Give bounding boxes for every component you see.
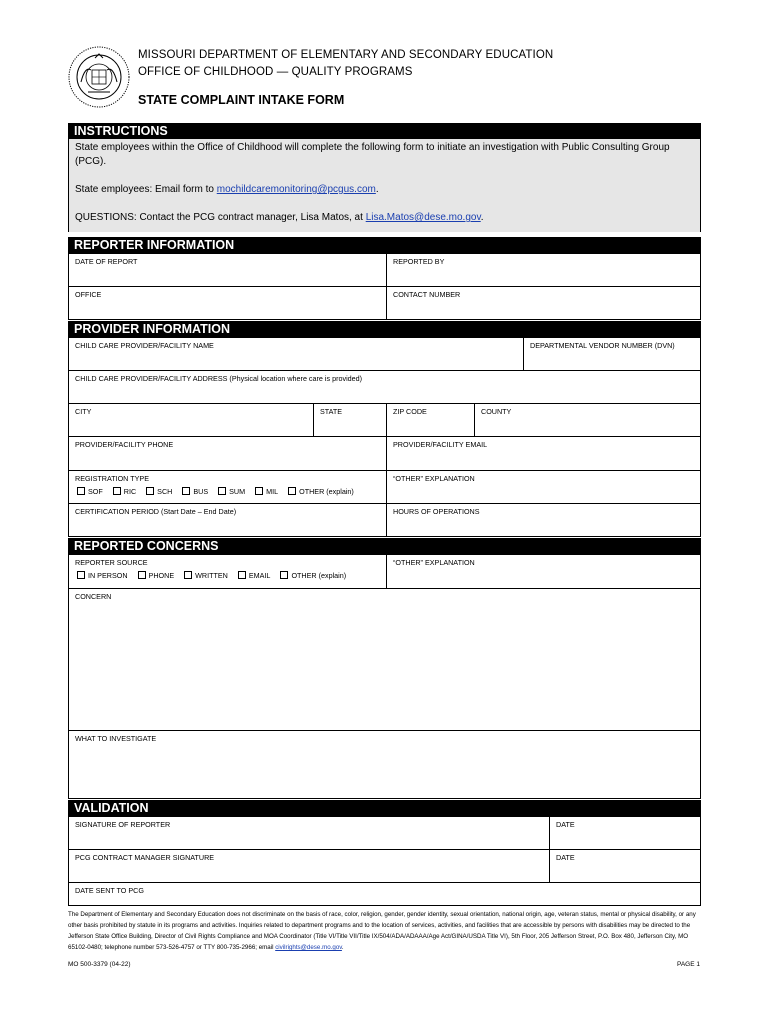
option-sof-label: SOF xyxy=(88,487,103,496)
option-phone-label: PHONE xyxy=(148,571,175,580)
state-field[interactable] xyxy=(314,404,387,437)
checkbox-email[interactable] xyxy=(238,571,246,579)
nondiscrimination-notice xyxy=(68,909,701,953)
provider-phone-label: PROVIDER/FACILITY PHONE xyxy=(75,440,174,449)
reporter-source-label: REPORTER SOURCE xyxy=(75,558,148,567)
option-sch-label: SCH xyxy=(157,487,173,496)
contact-number-label: CONTACT NUMBER xyxy=(393,290,461,299)
reporter-signature-label: SIGNATURE OF REPORTER xyxy=(75,820,171,829)
registration-type-field xyxy=(69,471,387,504)
source-other-explanation-field[interactable] xyxy=(387,555,700,589)
checkbox-sch[interactable] xyxy=(146,487,154,495)
reporter-signature-date-field[interactable] xyxy=(550,817,700,850)
nondiscrimination-suffix: . xyxy=(341,944,344,951)
pcg-signature-field[interactable] xyxy=(69,850,550,883)
city-label: CITY xyxy=(75,407,92,416)
registration-other-explanation-field[interactable] xyxy=(387,471,700,504)
form-title: STATE COMPLAINT INTAKE FORM xyxy=(138,93,345,107)
civil-rights-email-link[interactable]: civilrights@dese.mo.gov xyxy=(275,944,342,951)
reporter-information-grid xyxy=(68,253,701,320)
pcg-signature-label: PCG CONTRACT MANAGER SIGNATURE xyxy=(75,853,215,862)
pcg-email-link[interactable]: mochildcaremonitoring@pcgus.com xyxy=(216,184,376,195)
office-name: OFFICE OF CHILDHOOD — QUALITY PROGRAMS xyxy=(138,66,413,78)
registration-other-explanation-label: “OTHER” EXPLANATION xyxy=(393,474,475,483)
option-email-label: EMAIL xyxy=(248,571,271,580)
provider-name-label: CHILD CARE PROVIDER/FACILITY NAME xyxy=(75,341,214,350)
checkbox-sum[interactable] xyxy=(218,487,226,495)
certification-period-label: CERTIFICATION PERIOD (Start Date – End Date) xyxy=(75,507,237,516)
provider-address-field[interactable] xyxy=(69,371,700,404)
option-sum-label: SUM xyxy=(229,487,246,496)
reporter-signature-field[interactable] xyxy=(69,817,550,850)
instructions-paragraph: State employees within the Office of Childhood will complete the following form to initiate an investigation with Public Consulting Group (PCG). xyxy=(75,142,670,167)
checkbox-written[interactable] xyxy=(184,571,192,579)
reported-by-label: REPORTED BY xyxy=(393,257,445,266)
option-other-label: OTHER (explain) xyxy=(299,487,354,496)
pcg-date-label: DATE xyxy=(556,853,575,862)
pcg-signature-date-field[interactable] xyxy=(550,850,700,883)
questions-suffix: . xyxy=(480,212,484,223)
provider-address-label: CHILD CARE PROVIDER/FACILITY ADDRESS (Physical location where care is provided) xyxy=(75,374,363,383)
zip-code-field[interactable] xyxy=(387,404,475,437)
dvn-field[interactable] xyxy=(524,338,700,371)
state-seal-icon xyxy=(68,46,130,108)
validation-header: VALIDATION xyxy=(68,800,701,816)
option-other-source-label: OTHER (explain) xyxy=(291,571,347,580)
concern-label: CONCERN xyxy=(75,592,112,601)
date-sent-label: DATE SENT TO PCG xyxy=(75,886,144,895)
email-line-text: State employees: Email form to xyxy=(75,184,217,195)
instructions-questions-line xyxy=(75,211,694,225)
option-mil-label: MIL xyxy=(266,487,279,496)
registration-type-label: REGISTRATION TYPE xyxy=(75,474,150,483)
provider-information-grid xyxy=(68,337,701,537)
county-label: COUNTY xyxy=(481,407,512,416)
instructions-box xyxy=(68,139,701,232)
reporter-source-field xyxy=(69,555,387,589)
hours-of-operations-field[interactable] xyxy=(387,504,700,536)
checkbox-ric[interactable] xyxy=(113,487,121,495)
provider-email-field[interactable] xyxy=(387,437,700,471)
provider-phone-field[interactable] xyxy=(69,437,387,471)
reported-concerns-header: REPORTED CONCERNS xyxy=(68,538,701,554)
instructions-email-line xyxy=(75,183,694,197)
nondiscrimination-text: The Department of Elementary and Secondary Education does not discriminate on the basis of race, color, religion, gender, gender identity, sexual orientation, national origin, age, veteran status, mental or physical disability, or any other basis prohibited by statute in its programs and activities. Inquiries related to department programs and to the location of services, activities, and facilities that are accessible by persons with disabilities may be directed to the Jefferson State Office Building, Director of Civil Rights Compliance and MOA Coordinator (Title VI/Title VII/Title IX/504/ADA/ADAAA/Age Act/GINA/USDA Title VI), 5th Floor, 205 Jefferson Street, P.O. Box 480, Jefferson City, MO 65102-0480; telephone number 573-526-4757 or TTY 800-735-2966; email xyxy=(68,911,696,951)
reporter-source-options xyxy=(75,571,352,580)
checkbox-other-source[interactable] xyxy=(280,571,288,579)
option-written-label: WRITTEN xyxy=(195,571,228,580)
source-other-explanation-label: “OTHER” EXPLANATION xyxy=(393,558,475,567)
checkbox-in-person[interactable] xyxy=(77,571,85,579)
contact-email-link[interactable]: Lisa.Matos@dese.mo.gov xyxy=(365,212,481,223)
provider-name-field[interactable] xyxy=(69,338,524,371)
checkbox-other[interactable] xyxy=(288,487,296,495)
option-in-person-label: IN PERSON xyxy=(88,571,128,580)
date-of-report-field[interactable] xyxy=(69,254,387,287)
checkbox-sof[interactable] xyxy=(77,487,85,495)
checkbox-phone[interactable] xyxy=(138,571,146,579)
office-label: OFFICE xyxy=(75,290,102,299)
zip-code-label: ZIP CODE xyxy=(393,407,427,416)
reporter-information-header: REPORTER INFORMATION xyxy=(68,237,701,253)
option-ric-label: RIC xyxy=(123,487,137,496)
validation-grid xyxy=(68,816,701,906)
contact-number-field[interactable] xyxy=(387,287,700,319)
page-number: PAGE 1 xyxy=(676,961,700,968)
dvn-label: DEPARTMENTAL VENDOR NUMBER (DVN) xyxy=(530,341,675,350)
checkbox-mil[interactable] xyxy=(255,487,263,495)
certification-period-field[interactable] xyxy=(69,504,387,536)
hours-of-operations-label: HOURS OF OPERATIONS xyxy=(393,507,480,516)
office-field[interactable] xyxy=(69,287,387,319)
date-sent-to-pcg-field[interactable] xyxy=(69,883,700,905)
option-bus-label: BUS xyxy=(193,487,209,496)
provider-information-header: PROVIDER INFORMATION xyxy=(68,321,701,337)
email-line-suffix: . xyxy=(375,184,379,195)
form-number: MO 500-3379 (04-22) xyxy=(68,961,131,968)
registration-type-options xyxy=(75,487,360,496)
department-name: MISSOURI DEPARTMENT OF ELEMENTARY AND SECONDARY EDUCATION xyxy=(138,49,554,61)
what-to-investigate-field[interactable] xyxy=(69,731,700,798)
reported-by-field[interactable] xyxy=(387,254,700,287)
state-label: STATE xyxy=(320,407,343,416)
concern-field[interactable] xyxy=(69,589,700,731)
checkbox-bus[interactable] xyxy=(182,487,190,495)
what-to-investigate-label: WHAT TO INVESTIGATE xyxy=(75,734,157,743)
questions-text: QUESTIONS: Contact the PCG contract manager, Lisa Matos, at xyxy=(75,212,366,223)
instructions-header: INSTRUCTIONS xyxy=(68,123,701,139)
city-field[interactable] xyxy=(69,404,314,437)
county-field[interactable] xyxy=(475,404,700,437)
provider-email-label: PROVIDER/FACILITY EMAIL xyxy=(393,440,488,449)
reported-concerns-grid xyxy=(68,554,701,799)
date-of-report-label: DATE OF REPORT xyxy=(75,257,138,266)
reporter-date-label: DATE xyxy=(556,820,575,829)
